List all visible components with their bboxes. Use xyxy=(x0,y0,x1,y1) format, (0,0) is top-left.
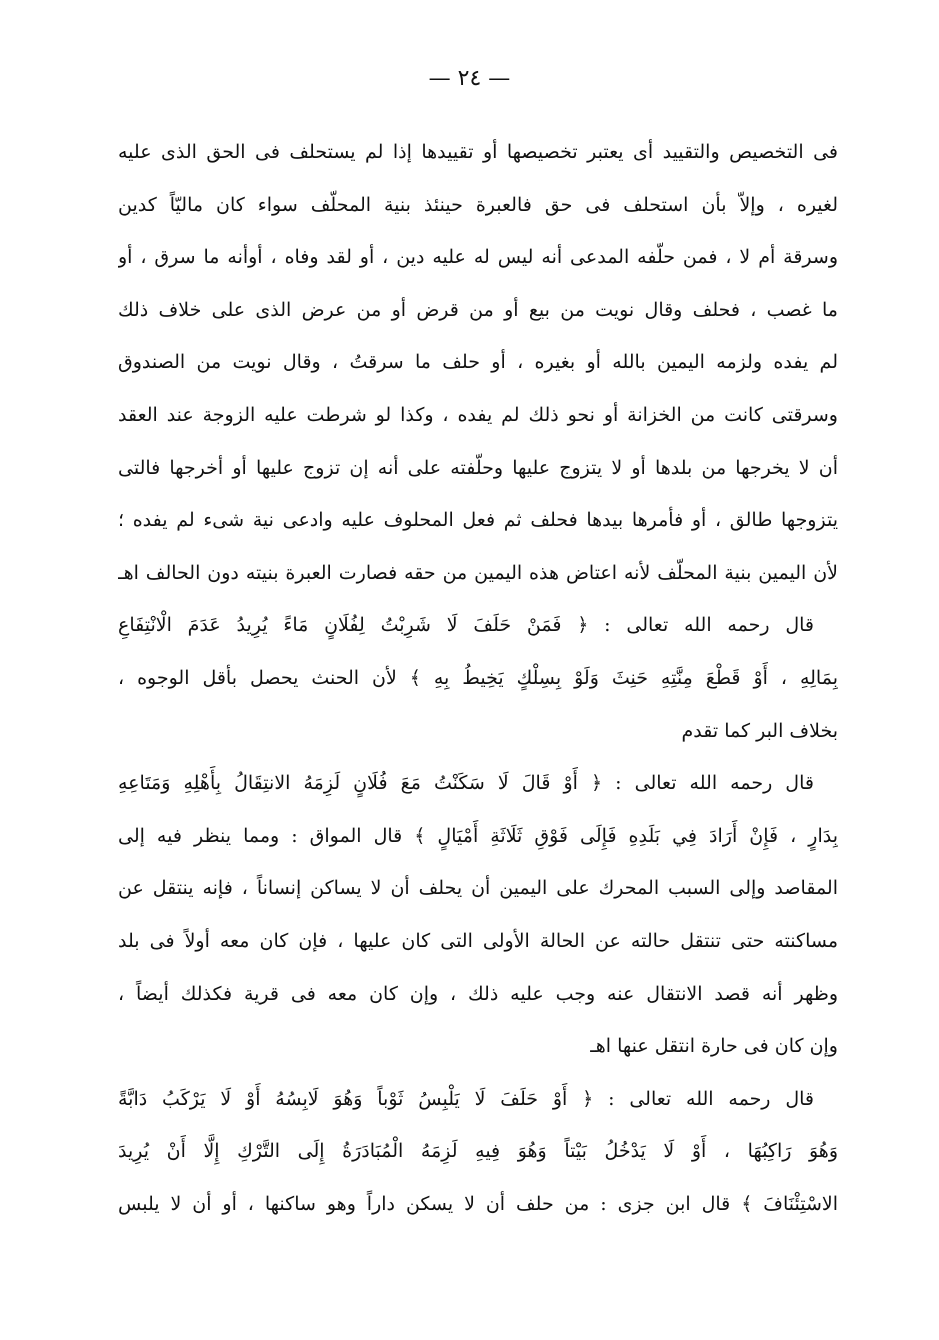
text-line: وإن كان فى حارة انتقل عنها اهـ xyxy=(590,1035,838,1058)
page-number: — ٢٤ — xyxy=(428,66,511,91)
text-line: قال رحمه الله تعالى : ﴿ فَمَنْ حَلَفَ لَا شَرِبْتُ لِفُلَانٍ مَاءً يُرِيدُ عَدَمَ الْانْتِفَاعِ xyxy=(118,614,814,637)
text-line: لم يفده ولزمه اليمين بالله أو بغيره ، أو حلف ما سرقتُ ، وقال نويت من الصندوق xyxy=(118,351,838,374)
text-line: لأن اليمين بنية المحلّف لأنه اعتاض هذه اليمين من حقه فصارت العبرة بنيته دون الحالف اهـ xyxy=(118,561,838,584)
text-line: وظهر أنه قصد الانتقال عنه وجب عليه ذلك ، وإن كان معه فى قرية فكذلك أيضاً ، xyxy=(118,982,838,1005)
text-line: وسرقتى كانت من الخزانة أو نحو ذلك لم يفده ، وكذا لو شرطت عليه الزوجة عند العقد xyxy=(118,403,838,426)
text-line: ما غصب ، فحلف وقال نويت من بيع أو من قرض أو من عرض الذى على خلاف ذلك xyxy=(118,298,838,321)
text-line: الاسْتِئْنَافَ ﴾ قال ابن جزى : من حلف أن لا يسكن داراً وهو ساكنها ، أو أن لا يلبس xyxy=(118,1192,838,1215)
text-line: وَهُوَ رَاكِبُهَا ، أَوْ لَا يَدْخُلُ بَيْتاً وَهُوَ فِيهِ لَزِمَهُ الْمُبَادَرَةُ إِلَى التَّرْكِ إِلَّا أَنْ يُرِيدَ xyxy=(118,1140,838,1163)
text-line: بِمَالِهِ ، أَوْ قَطْعَ مِنَّتِهِ حَنِثَ وَلَوْ بِسِلْكٍ يَخِيطُ بِهِ ﴾ لأن الحنث يحصل بأقل الوجوه ، xyxy=(118,666,838,689)
text-line: أن لا يخرجها من بلدها أو لا يتزوج عليها وحلّفته على أنه إن تزوج عليها أو أخرجها فالتى xyxy=(118,456,838,479)
text-line: المقاصد وإلى السبب المحرك على اليمين أن يحلف أن لا يساكن إنساناً ، فإنه ينتقل عن xyxy=(118,877,838,900)
text-line: يتزوجها طالق ، أو فأمرها بيدها فحلف ثم فعل المحلوف عليه وادعى نية شىء لم يفده ؛ xyxy=(118,509,838,532)
text-line: مساكنته حتى تنتقل حالته عن الحالة الأولى التى كان عليها ، فإن كان معه أولاً فى بلد xyxy=(118,929,838,952)
text-line: لغيره ، وإلاّ بأن استحلف فى حق فالعبرة حينئذ بنية المحلّف سواء كان ماليّاً كدين xyxy=(118,193,838,216)
text-line: بِدَارٍ ، فَإِنْ أَرَادَ فِي بَلَدِهِ فَإِلَى فَوْقِ ثَلَاثَةِ أَمْيَالٍ ﴾ قال المواق : ومما ينظر فيه إلى xyxy=(118,824,838,847)
text-line: قال رحمه الله تعالى : ﴿ أَوْ حَلَفَ لَا يَلْبِسُ ثَوْباً وَهُوَ لَابِسُهُ أَوْ لَا يَرْكَبُ دَابَّةً xyxy=(118,1087,814,1110)
body-text xyxy=(118,126,838,1230)
text-line: بخلاف البر كما تقدم xyxy=(681,719,838,742)
text-line: وسرقة أم لا ، فمن حلّفه المدعى أنه ليس له عليه دين ، أو لقد وفاه ، أوأنه ما سرق ، أو xyxy=(118,246,838,269)
text-line: فى التخصيص والتقييد أى يعتبر تخصيصها أو تقييدها إذا لم يستحلف فى الحق الذى عليه xyxy=(118,141,838,163)
text-line: قال رحمه الله تعالى : ﴿ أَوْ قَالَ لَا سَكَنْتُ مَعَ فُلَانٍ لَزِمَهُ الانتِقَالُ بِأَهْلِهِ وَمَتَاعِهِ xyxy=(118,772,814,795)
